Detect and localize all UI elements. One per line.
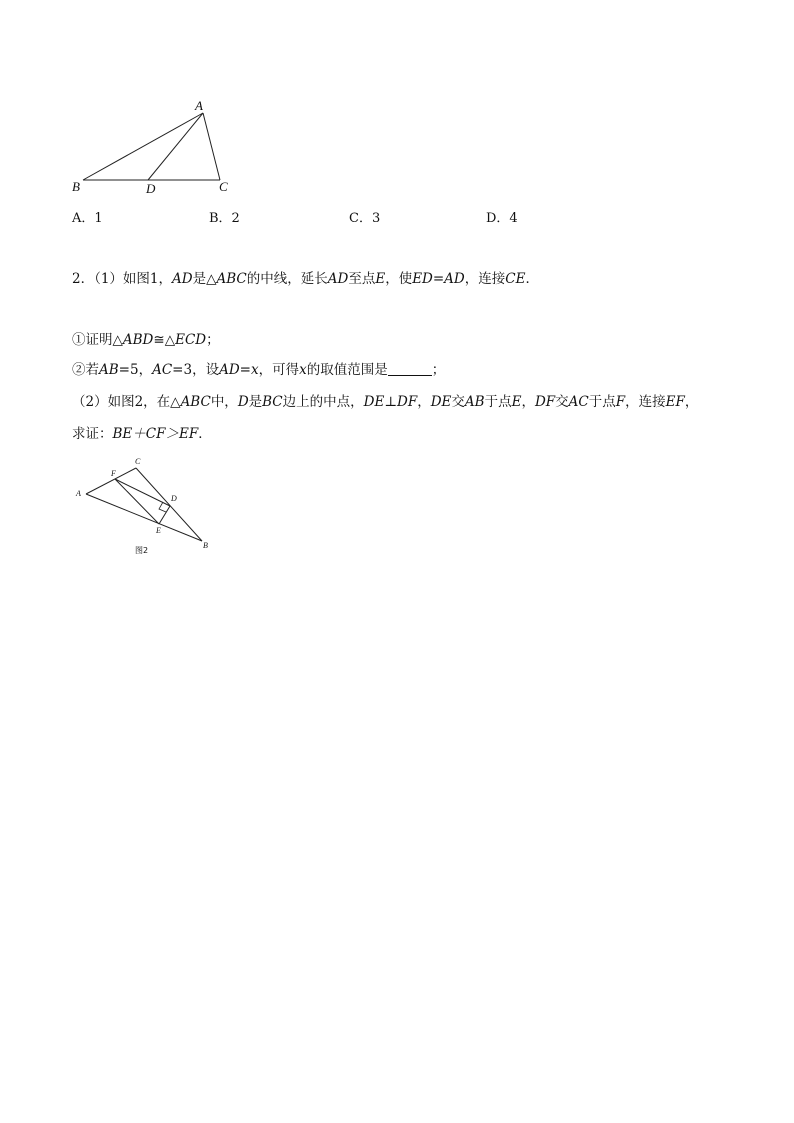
option-d[interactable]: D．4 [486, 211, 518, 226]
text: 中， [210, 394, 238, 410]
text: 于点 [484, 394, 512, 410]
fig1-label-b: B [72, 179, 80, 194]
var: BC [262, 394, 283, 410]
text: ，连接 [625, 394, 666, 410]
text: 的取值范围是 [306, 362, 388, 378]
fig2-label-f: F [111, 469, 116, 478]
segment-df [115, 479, 170, 506]
text: ． [198, 426, 212, 442]
option-c[interactable]: C．3 [349, 211, 381, 226]
var: AC [152, 362, 173, 378]
text: =3，设 [172, 362, 220, 378]
text: ， [417, 394, 431, 410]
text: 是△ [192, 271, 217, 287]
fig1-label-d: D [146, 181, 156, 196]
text: ，连接 [464, 271, 506, 287]
text: 的中线，延长 [246, 271, 328, 287]
var: D [237, 394, 249, 410]
text: =5， [118, 362, 153, 378]
text: = [239, 362, 251, 378]
fig2-label-e: E [156, 526, 161, 535]
var: ABC [216, 271, 247, 287]
text: 交 [555, 394, 569, 410]
var: DE [430, 394, 452, 410]
figure2-caption: 图2 [135, 546, 149, 555]
text: 证明△ [85, 332, 123, 348]
var: ED=AD [412, 271, 465, 287]
var: E [375, 271, 386, 287]
var: AB [99, 362, 119, 378]
problem-number: 2． [72, 271, 95, 287]
text: ≅△ [153, 332, 176, 348]
fig1-label-c: C [219, 179, 228, 194]
var: CE [505, 271, 526, 287]
text: 至点 [348, 271, 376, 287]
fig2-label-a: A [76, 489, 81, 498]
var: x [299, 362, 307, 378]
text: ． [525, 271, 539, 287]
var: EF [665, 394, 685, 410]
circled-2-marker: ② [72, 362, 86, 378]
circled-1-marker: ① [72, 332, 86, 348]
var: DE⊥DF [363, 394, 418, 410]
text: ； [431, 362, 446, 378]
var: AB [464, 394, 485, 410]
text: ， [684, 394, 699, 410]
fig2-label-d: D [171, 494, 177, 503]
fig2-label-c: C [135, 457, 141, 466]
var: x [250, 362, 259, 378]
var: ABC [180, 394, 211, 410]
text: 求证： [72, 426, 113, 442]
var: F [615, 394, 626, 410]
segment-de [159, 506, 170, 524]
text: 交 [451, 394, 465, 410]
text: 若 [85, 362, 99, 378]
var: AD [172, 271, 193, 287]
var: AD [327, 271, 349, 287]
option-b[interactable]: B．2 [209, 211, 240, 226]
var: AC [568, 394, 589, 410]
var: AD [219, 362, 240, 378]
var: ECD [175, 332, 207, 348]
text: ， [521, 394, 535, 410]
option-a[interactable]: A．1 [72, 211, 103, 226]
text: ； [206, 332, 220, 348]
fig1-label-a: A [195, 98, 203, 113]
part2-prefix: （2）如图2，在△ [72, 394, 181, 410]
part1-prefix: （1）如图1， [94, 271, 173, 287]
text: ，使 [385, 271, 413, 287]
segment-ab [86, 494, 202, 541]
fig2-label-b: B [203, 541, 208, 550]
text: 是 [248, 394, 263, 410]
var: DF [534, 394, 556, 410]
text: ，可得 [258, 362, 300, 378]
proof-expression: BE＋CF＞EF [112, 426, 199, 442]
segment-bc [136, 468, 202, 541]
text: 边上的中点， [282, 394, 364, 410]
text: 于点 [588, 394, 616, 410]
var: ABD [122, 332, 154, 348]
var: E [511, 394, 522, 410]
